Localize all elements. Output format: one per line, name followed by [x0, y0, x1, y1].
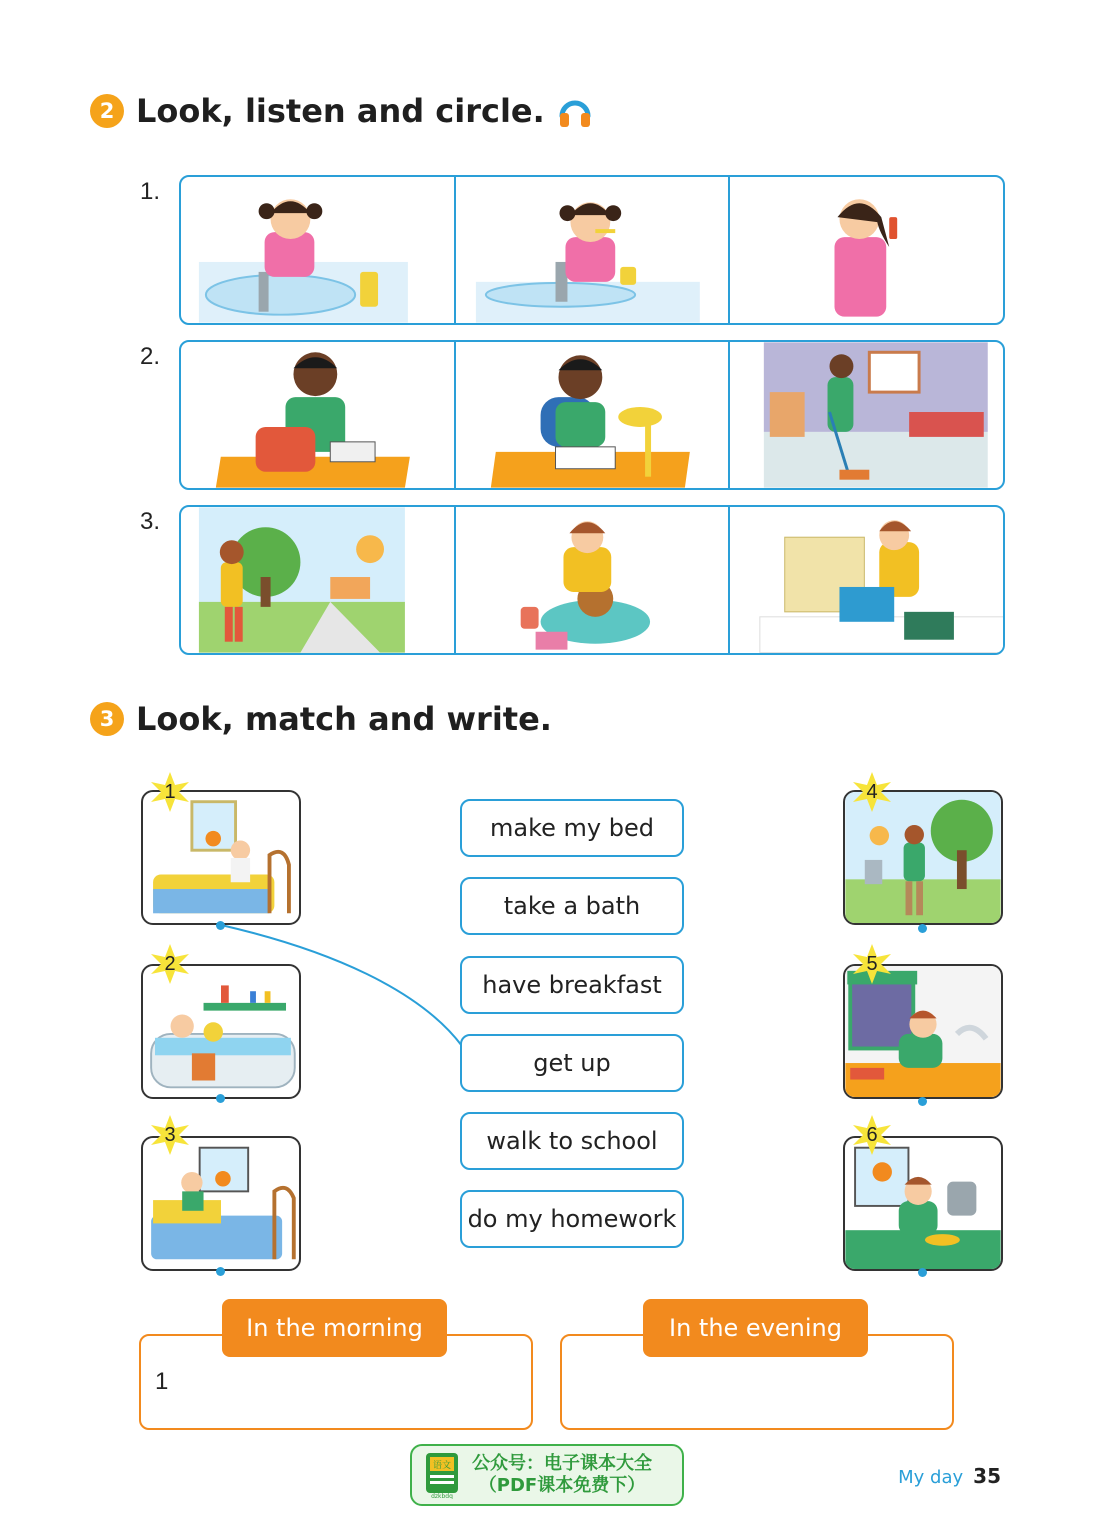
number-badge [148, 770, 192, 814]
row-number: 2. [140, 343, 161, 370]
morning-label: In the morning [222, 1299, 447, 1357]
phrase-box[interactable]: make my bed [460, 799, 684, 857]
page-number: 35 [973, 1464, 1001, 1488]
badge-number: 3 [164, 1123, 176, 1146]
row-number: 3. [140, 508, 161, 535]
row-number: 1. [140, 178, 161, 205]
unit-name: My day [898, 1467, 964, 1488]
match-dot[interactable] [918, 1097, 927, 1106]
number-badge [850, 1113, 894, 1157]
stamp-line-1: 公众号：电子课本大全 [472, 1453, 652, 1474]
number-badge [850, 942, 894, 986]
match-dot[interactable] [216, 921, 225, 930]
page-footer [898, 1464, 1001, 1488]
phrase-box[interactable]: do my homework [460, 1190, 684, 1248]
section-number: 2 [90, 94, 124, 128]
badge-number: 4 [866, 780, 878, 803]
match-dot[interactable] [216, 1267, 225, 1276]
number-badge [850, 770, 894, 814]
badge-number: 6 [866, 1123, 878, 1146]
evening-label: In the evening [643, 1299, 868, 1357]
phrase-box[interactable]: walk to school [460, 1112, 684, 1170]
badge-number: 5 [866, 952, 878, 975]
number-badge [148, 1113, 192, 1157]
badge-number: 1 [164, 780, 176, 803]
stamp-line-2: （PDF课本免费下） [478, 1475, 646, 1496]
boy-making-bed-illustration [143, 1138, 299, 1269]
answer-value[interactable]: 1 [155, 1368, 169, 1395]
match-dot[interactable] [216, 1094, 225, 1103]
stamp-text [472, 1453, 652, 1497]
match-dot[interactable] [918, 924, 927, 933]
section-title: Look, listen and circle. [136, 92, 545, 130]
section-title: Look, match and write. [136, 700, 552, 738]
phrase-box[interactable]: get up [460, 1034, 684, 1092]
badge-number: 2 [164, 952, 176, 975]
number-badge [148, 942, 192, 986]
match-dot[interactable] [918, 1268, 927, 1277]
svg-text:dzkbdq: dzkbdq [431, 1493, 453, 1499]
section-number: 3 [90, 702, 124, 736]
phrase-box[interactable]: take a bath [460, 877, 684, 935]
boy-having-breakfast-illustration [845, 1138, 1001, 1269]
watermark-stamp [410, 1444, 684, 1506]
svg-text:语文: 语文 [432, 1461, 452, 1471]
phrase-box[interactable]: have breakfast [460, 956, 684, 1014]
book-icon [422, 1451, 462, 1499]
